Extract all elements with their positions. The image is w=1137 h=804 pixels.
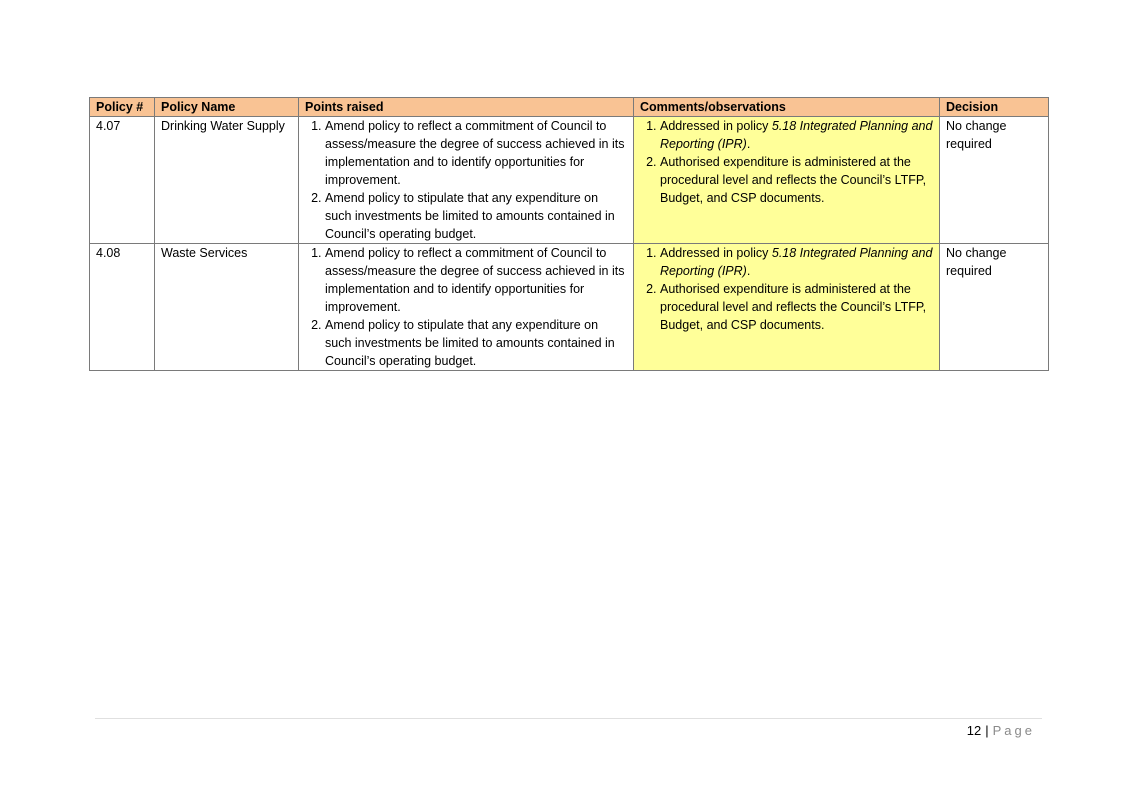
policy-table: [89, 97, 1049, 371]
header-points-raised: Points raised: [299, 98, 634, 117]
policy-name-cell: Waste Services: [155, 244, 299, 371]
comment-item: [660, 153, 933, 207]
points-list: [305, 117, 627, 243]
comment-item: [660, 244, 933, 280]
points-raised-cell: [299, 117, 634, 244]
comment-text: Authorised expenditure is administered at the procedural level and reflects the Council’s LTFP, Budget, and CSP documents.: [660, 155, 927, 205]
table-row: [90, 117, 1049, 244]
comment-policy-reference: 5.18 Integrated Planning and Reporting (IPR): [660, 246, 933, 278]
point-item: 2. Amend policy to stipulate that any expenditure on such investments be limited to amounts contained in Council’s operating budget.: [325, 316, 627, 370]
header-decision: Decision: [940, 98, 1049, 117]
points-raised-cell: [299, 244, 634, 371]
header-comments: Comments/observations: [634, 98, 940, 117]
comments-cell: [634, 244, 940, 371]
footer-separator: |: [985, 723, 989, 738]
footer-divider: [95, 718, 1042, 719]
comments-cell: [634, 117, 940, 244]
comment-suffix: .: [746, 264, 751, 278]
points-list: [305, 244, 627, 370]
page-footer: [967, 722, 1035, 740]
page-label: Page: [992, 723, 1035, 738]
point-item: 1. Amend policy to reflect a commitment of Council to assess/measure the degree of success achieved in its implementation and to identify opportunities for improvement.: [325, 244, 627, 316]
comments-list: [640, 244, 933, 334]
header-policy-number: Policy #: [90, 98, 155, 117]
comments-list: [640, 117, 933, 207]
point-item: 2. Amend policy to stipulate that any expenditure on such investments be limited to amounts contained in Council’s operating budget.: [325, 189, 627, 243]
point-item: 1. Amend policy to reflect a commitment of Council to assess/measure the degree of success achieved in its implementation and to identify opportunities for improvement.: [325, 117, 627, 189]
header-policy-name: Policy Name: [155, 98, 299, 117]
comment-item: [660, 117, 933, 153]
page-number: 12: [966, 723, 982, 738]
comment-text: Addressed in policy: [660, 246, 772, 260]
comment-item: [660, 280, 933, 334]
comment-suffix: .: [746, 137, 751, 151]
comment-policy-reference: 5.18 Integrated Planning and Reporting (IPR): [660, 119, 933, 151]
comment-text: Authorised expenditure is administered at the procedural level and reflects the Council’s LTFP, Budget, and CSP documents.: [660, 282, 927, 332]
table-header-row: [90, 98, 1049, 117]
policy-number-cell: 4.08: [90, 244, 155, 371]
decision-cell: No change required: [940, 244, 1049, 371]
policy-number-cell: 4.07: [90, 117, 155, 244]
decision-cell: No change required: [940, 117, 1049, 244]
comment-text: Addressed in policy: [660, 119, 772, 133]
table-row: [90, 244, 1049, 371]
policy-name-cell: Drinking Water Supply: [155, 117, 299, 244]
